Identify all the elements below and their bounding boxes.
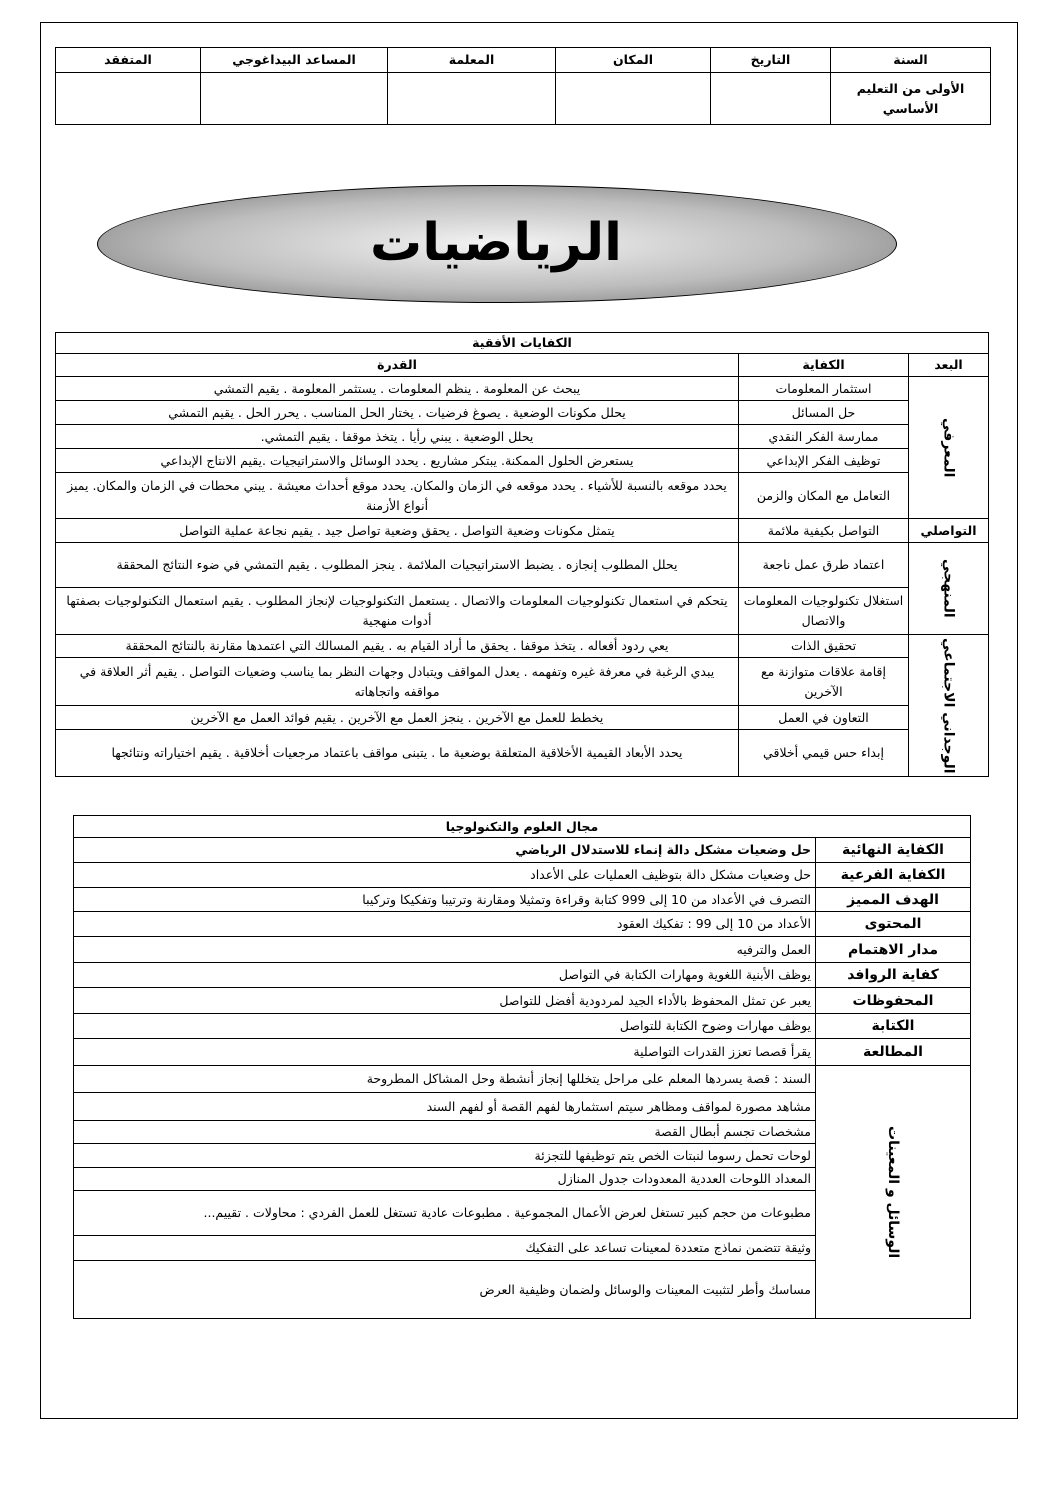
ability-cell: يتمثل مكونات وضعية التواصل . يحقق وضعية تواصل جيد . يقيم نجاعة عملية التواصل [56, 519, 739, 543]
table-row [74, 1014, 971, 1039]
ability-cell: يعي ردود أفعاله . يتخذ موقفا . يحقق ما أراد القيام به . يقيم المسالك التي اعتمدها مقارنة بالنتائج المحققة [56, 635, 739, 658]
ability-cell: يحلل المطلوب إنجازه . يضبط الاستراتيجيات الملائمة . ينجز المطلوب . يقيم التمشي في ضوء النتائج المحققة [56, 543, 739, 588]
row-value: العمل والترفيه [74, 937, 816, 963]
row-label: الكتابة [816, 1014, 971, 1039]
table-row [74, 838, 971, 863]
dimension-cell: الوجداني الاجتماعي [909, 635, 989, 777]
column-header-dimension: البعد [909, 354, 989, 377]
means-item: لوحات تحمل رسوما لنبتات الخص يتم توظيفها للتجزئة [74, 1144, 816, 1168]
competence-cell: التواصل بكيفية ملائمة [739, 519, 909, 543]
table-row [74, 988, 971, 1014]
table-row [56, 425, 989, 449]
competence-cell: استغلال تكنولوجيات المعلومات والاتصال [739, 588, 909, 635]
dimension-cell: المنهجي [909, 543, 989, 635]
header-teacher-label: المعلمة [388, 48, 556, 73]
table-row [74, 888, 971, 912]
row-label: المحتوى [816, 912, 971, 937]
table-row [74, 1039, 971, 1066]
competence-cell: حل المسائل [739, 401, 909, 425]
header-teacher-value [388, 73, 556, 125]
competence-cell: اعتماد طرق عمل ناجعة [739, 543, 909, 588]
row-value: الأعداد من 10 إلى 99 : تفكيك العقود [74, 912, 816, 937]
table-row [56, 658, 989, 706]
row-value: يوظف الأبنية اللغوية ومهارات الكتابة في التواصل [74, 963, 816, 988]
header-year-value: الأولى من التعليم الأساسي [831, 73, 991, 125]
means-item: مساسك وأطر لتثبيت المعينات والوسائل ولضمان وظيفية العرض [74, 1261, 816, 1319]
dimension-cell: التواصلي [909, 519, 989, 543]
table-row [74, 937, 971, 963]
competence-cell: استثمار المعلومات [739, 377, 909, 401]
table-row [56, 730, 989, 777]
table-row [74, 963, 971, 988]
table-row [74, 912, 971, 937]
means-item: وثيقة تتضمن نماذج متعددة لمعينات تساعد على التفكيك [74, 1236, 816, 1261]
means-item: مشاهد مصورة لمواقف ومظاهر سيتم استثمارها لفهم القصة أو لفهم السند [74, 1093, 816, 1121]
competence-cell: التعاون في العمل [739, 706, 909, 730]
row-label: المطالعة [816, 1039, 971, 1066]
header-date-value [711, 73, 831, 125]
means-label: الوسائل و المعينات [816, 1066, 971, 1319]
means-item: السند : قصة يسردها المعلم على مراحل يتخللها إنجاز أنشطة وحل المشاكل المطروحة [74, 1066, 816, 1093]
transversal-competences-table [55, 332, 989, 777]
header-assistant-label: المساعد البيداغوجي [201, 48, 388, 73]
column-header-ability: القدرة [56, 354, 739, 377]
row-value: التصرف في الأعداد من 10 إلى 999 كتابة وقراءة وتمثيلا ومقارنة وترتيبا وتفكيكا وتركيبا [74, 888, 816, 912]
competence-cell: التعامل مع المكان والزمن [739, 473, 909, 519]
row-label: الهدف المميز [816, 888, 971, 912]
competence-cell: ممارسة الفكر النقدي [739, 425, 909, 449]
ability-cell: يخطط للعمل مع الآخرين . ينجز العمل مع الآخرين . يقيم فوائد العمل مع الآخرين [56, 706, 739, 730]
table-row [74, 863, 971, 888]
ability-cell: يحلل الوضعية . يبني رأيا . يتخذ موقفا . يقيم التمشي. [56, 425, 739, 449]
table-row [56, 706, 989, 730]
header-inspector-value [56, 73, 201, 125]
ability-cell: يحدد موقعه بالنسبة للأشياء . يحدد موقعه في الزمان والمكان. يحدد موقع أحداث معيشة . يبني محطات في الزمان والمكان. يميز أنواع الأزمنة [56, 473, 739, 519]
header-place-value [556, 73, 711, 125]
ability-cell: يحدد الأبعاد القيمية الأخلاقية المتعلقة بوضعية ما . يتبنى مواقف باعتماد مرجعيات أخلاقية . يقيم اختياراته ونتائجها [56, 730, 739, 777]
header-date-label: التاريخ [711, 48, 831, 73]
table-title: الكفايات الأفقية [56, 333, 989, 354]
header-table [55, 47, 991, 125]
ability-cell: يتحكم في استعمال تكنولوجيات المعلومات والاتصال . يستعمل التكنولوجيات لإنجاز المطلوب . يقيم استعمال التكنولوجيات بصفتها أدوات منهجية [56, 588, 739, 635]
row-value: يوظف مهارات وضوح الكتابة للتواصل [74, 1014, 816, 1039]
table-row [56, 588, 989, 635]
header-inspector-label: المتفقد [56, 48, 201, 73]
domain-table [73, 815, 971, 1319]
row-value: حل وضعيات مشكل دالة بتوظيف العمليات على الأعداد [74, 863, 816, 888]
competence-cell: تحقيق الذات [739, 635, 909, 658]
row-label: مدار الاهتمام [816, 937, 971, 963]
competence-cell: إبداء حس قيمي أخلاقي [739, 730, 909, 777]
row-value: يقرأ قصصا تعزز القدرات التواصلية [74, 1039, 816, 1066]
table-row [56, 635, 989, 658]
domain-title: مجال العلوم والتكنولوجيا [74, 816, 971, 838]
competence-cell: توظيف الفكر الإبداعي [739, 449, 909, 473]
table-row [56, 449, 989, 473]
means-row [74, 1066, 971, 1093]
ability-cell: يبدي الرغبة في معرفة غيره وتفهمه . يعدل المواقف ويتبادل وجهات النظر بما يناسب وضعيات التواصل . يقيم أثر العلاقة في مواقفه واتجاهاته [56, 658, 739, 706]
row-value: حل وضعيات مشكل دالة إنماء للاستدلال الرياضي [74, 838, 816, 863]
competence-cell: إقامة علاقات متوازنة مع الآخرين [739, 658, 909, 706]
means-item: مطبوعات من حجم كبير تستغل لعرض الأعمال المجموعية . مطبوعات عادية تستغل للعمل الفردي : محاولات . تقييم... [74, 1191, 816, 1236]
table-row [56, 543, 989, 588]
table-row [56, 401, 989, 425]
row-label: كفاية الروافد [816, 963, 971, 988]
dimension-cell: المعرفي [909, 377, 989, 519]
means-item: مشخصات تجسم أبطال القصة [74, 1121, 816, 1144]
row-label: الكفاية الفرعية [816, 863, 971, 888]
ability-cell: يحلل مكونات الوضعية . يصوغ فرضيات . يختار الحل المناسب . يحرر الحل . يقيم التمشي [56, 401, 739, 425]
row-label: المحفوظات [816, 988, 971, 1014]
row-label: الكفاية النهائية [816, 838, 971, 863]
column-header-competence: الكفاية [739, 354, 909, 377]
means-item: المعداد اللوحات العددية المعدودات جدول المنازل [74, 1168, 816, 1191]
table-row [56, 519, 989, 543]
row-value: يعبر عن تمثل المحفوظ بالأداء الجيد لمردودية أفضل للتواصل [74, 988, 816, 1014]
page-title: الرياضيات [370, 213, 623, 273]
header-year-label: السنة [831, 48, 991, 73]
header-assistant-value [201, 73, 388, 125]
ability-cell: يستعرض الحلول الممكنة. يبتكر مشاريع . يحدد الوسائل والاستراتيجيات .يقيم الانتاج الإبداعي [56, 449, 739, 473]
header-place-label: المكان [556, 48, 711, 73]
table-row [56, 473, 989, 519]
ability-cell: يبحث عن المعلومة . ينظم المعلومات . يستثمر المعلومة . يقيم التمشي [56, 377, 739, 401]
table-row [56, 377, 989, 401]
